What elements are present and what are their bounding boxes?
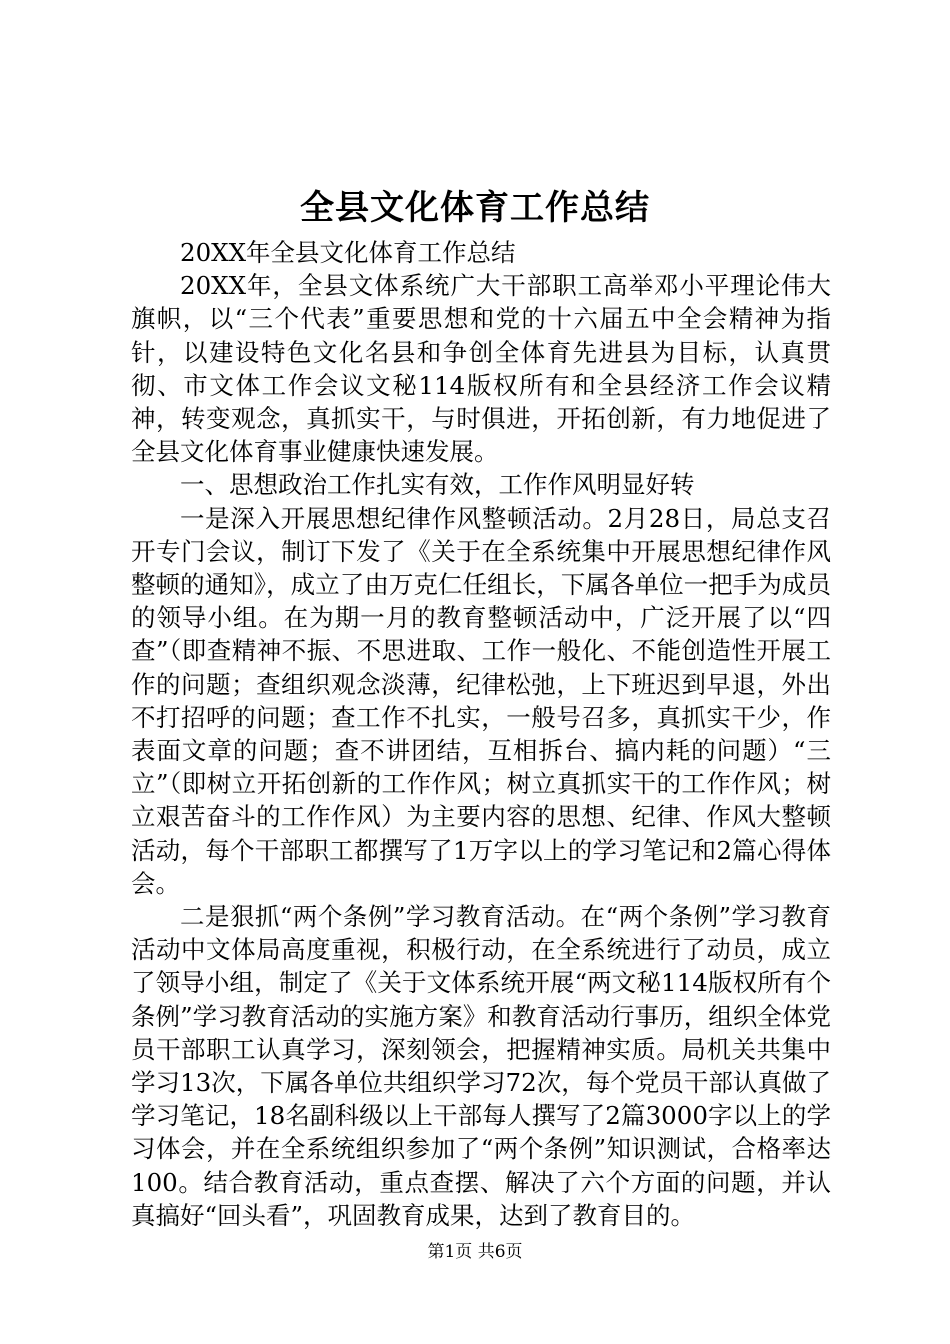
intro-paragraph: 20XX年，全县文体系统广大干部职工高举邓小平理论伟大旗帜，以“三个代表”重要思想和党的十六届五中全会精神为指针，以建设特色文化名县和争创全体育先进县为目标，认真贯彻、市文体工作会议文秘114版权所有和全县经济工作会议精神，转变观念，真抓实干，与时俱进，开拓创新，有力地促进了全县文化体育事业健康快速发展。 bbox=[131, 271, 831, 467]
document-body bbox=[131, 236, 831, 1232]
subtitle-paragraph: 20XX年全县文化体育工作总结 bbox=[180, 238, 516, 267]
section-heading: 一、思想政治工作扎实有效，工作作风明显好转 bbox=[180, 470, 695, 500]
page-footer: 第1页 共6页 bbox=[427, 1242, 523, 1262]
document-title: 全县文化体育工作总结 bbox=[300, 188, 650, 228]
body-paragraph: 一是深入开展思想纪律作风整顿活动。2月28日，局总支召开专门会议，制订下发了《关于在全系统集中开展思想纪律作风整顿的通知》，成立了由万克仁任组长，下属各单位一把手为成员的领导小组。在为期一月的教育整顿活动中，广泛开展了以“四查”（即查精神不振、不思进取、工作一般化、不能创造性开展工作的问题；查组织观念淡薄，纪律松弛，上下班迟到早退，外出不打招呼的问题；查工作不扎实，一般号召多，真抓实干少，作表面文章的问题；查不讲团结，互相拆台、搞内耗的问题）“三立”（即树立开拓创新的工作作风；树立真抓实干的工作作风；树立艰苦奋斗的工作作风）为主要内容的思想、纪律、作风大整顿活动，每个干部职工都撰写了1万字以上的学习笔记和2篇心得体会。 bbox=[131, 503, 831, 898]
body-paragraph: 二是狠抓“两个条例”学习教育活动。在“两个条例”学习教育活动中文体局高度重视，积极行动，在全系统进行了动员，成立了领导小组，制定了《关于文体系统开展“两文秘114版权所有个条例”学习教育活动的实施方案》和教育活动行事历，组织全体党员干部职工认真学习，深刻领会，把握精神实质。局机关共集中学习13次，下属各单位共组织学习72次，每个党员干部认真做了学习笔记，18名副科级以上干部每人撰写了2篇3000字以上的学习体会，并在全系统组织参加了“两个条例”知识测试，合格率达100。结合教育活动，重点查摆、解决了六个方面的问题，并认真搞好“回头看”，巩固教育成果，达到了教育目的。 bbox=[131, 902, 831, 1230]
